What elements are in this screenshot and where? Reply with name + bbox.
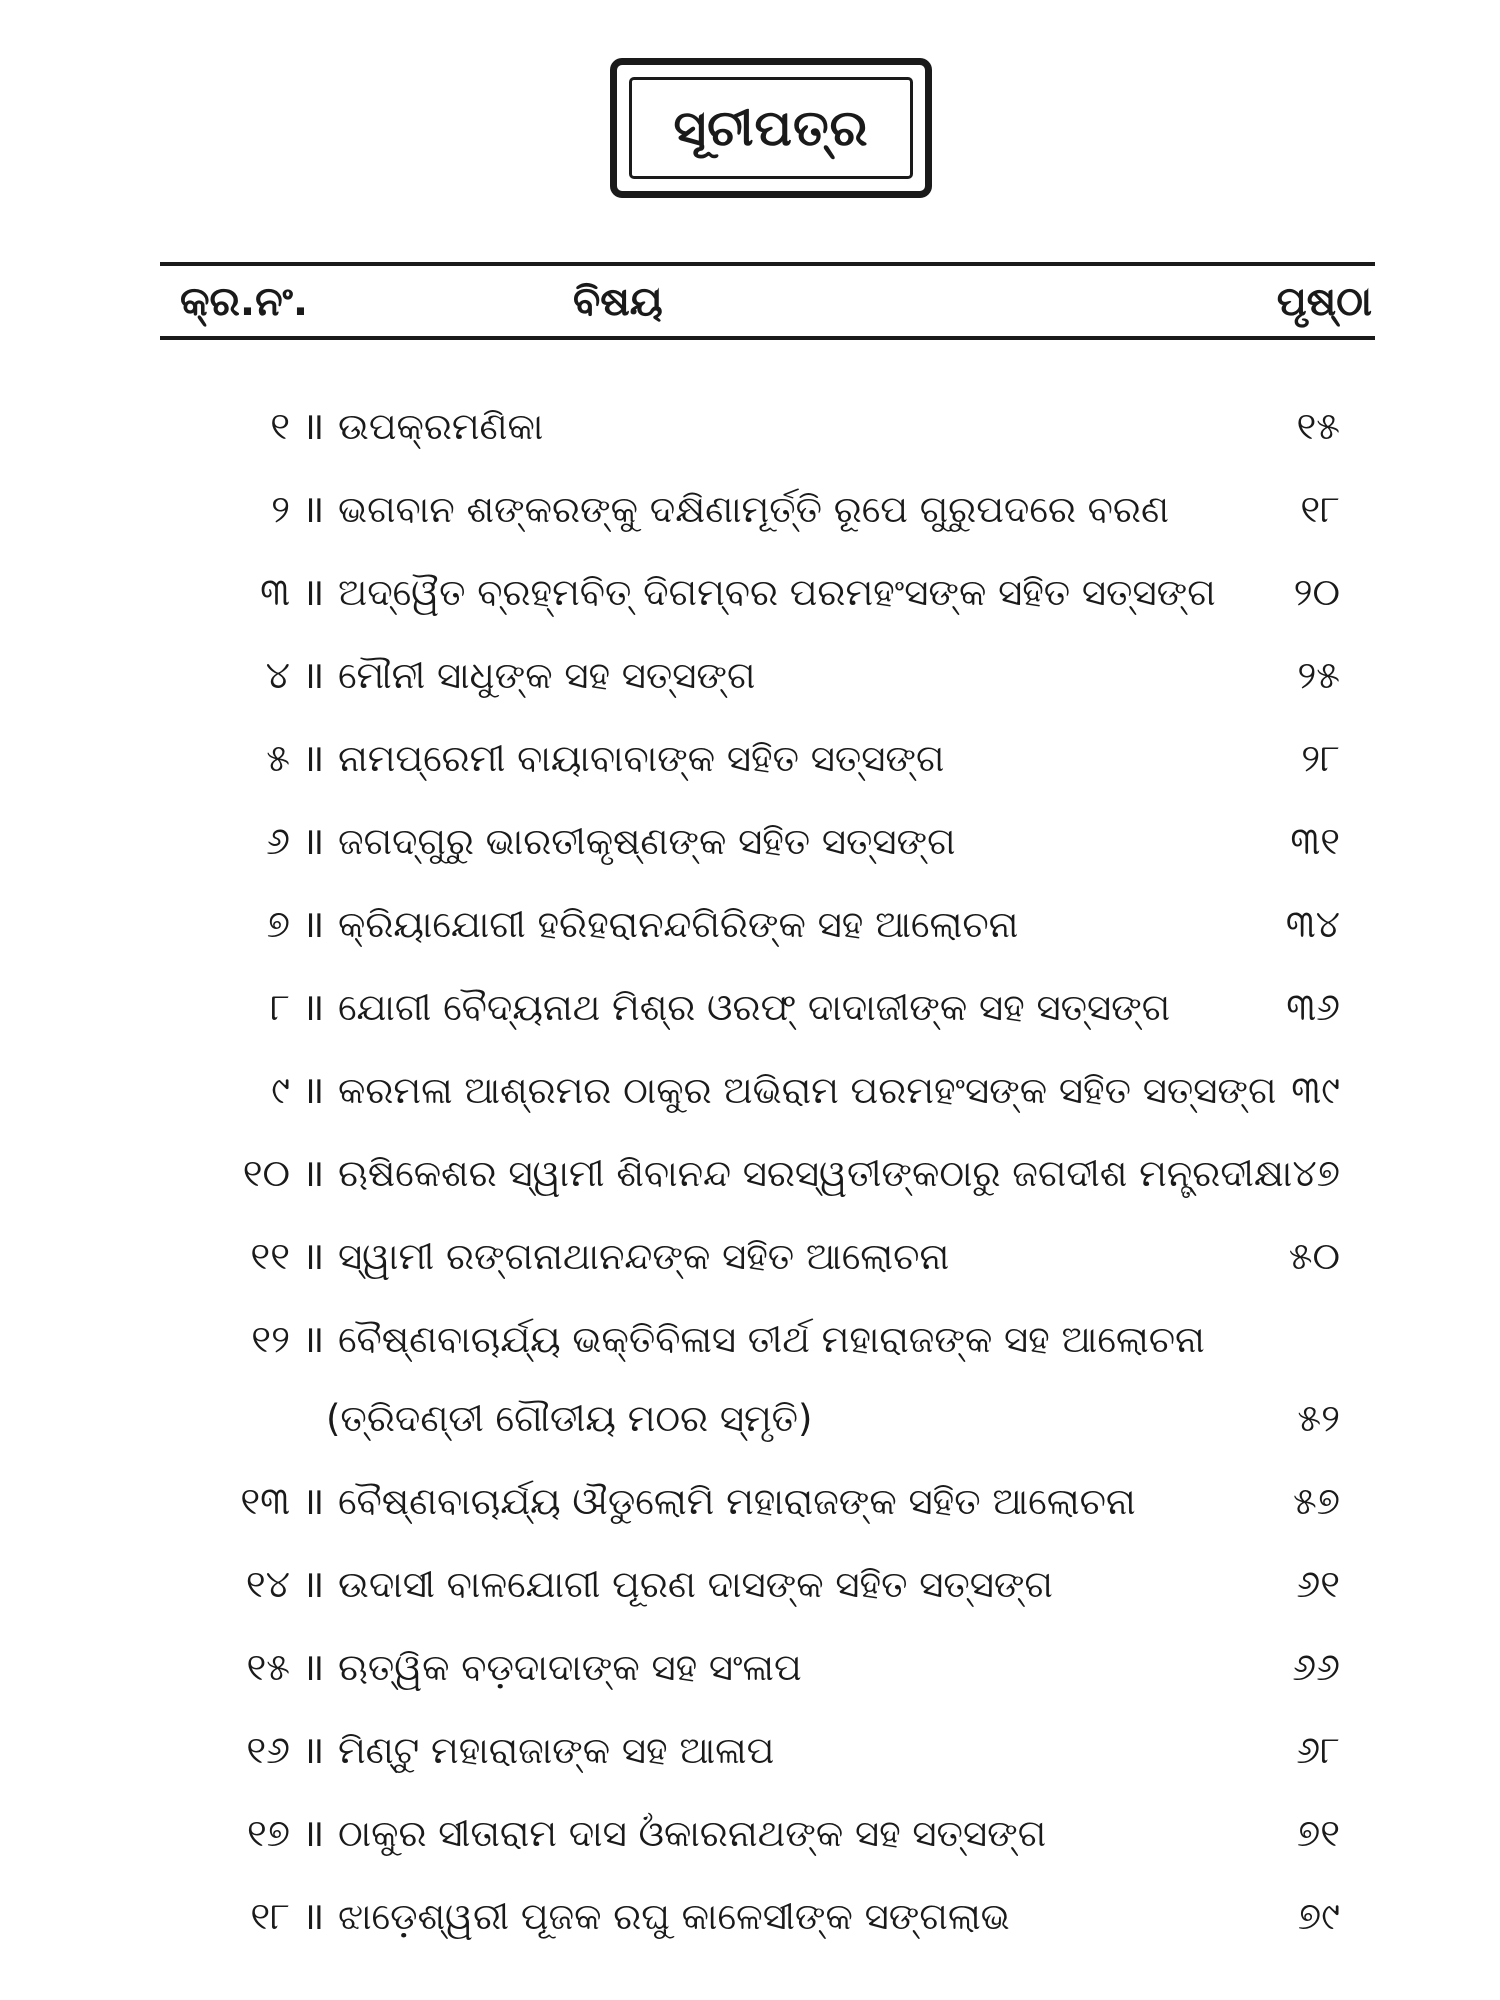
toc-row [0, 1215, 1500, 1298]
toc-entry-title: ଜଗଦ୍ଗୁରୁ ଭାରତୀକୃଷ୍ଣଙ୍କ ସହିତ ସତ୍ସଙ୍ଗ [338, 820, 956, 863]
toc-row [0, 1132, 1500, 1215]
toc-entry-page: ୨୦ [1293, 570, 1340, 614]
toc-row [0, 1709, 1500, 1792]
toc-entry-number: ୨ [271, 487, 290, 531]
toc-entry-separator: ॥ [301, 819, 323, 863]
toc-row [0, 1875, 1500, 1958]
toc-entry-title: କରମଳା ଆଶ୍ରମର ଠାକୁର ଅଭିରାମ ପରମହଂସଙ୍କ ସହିତ ସତ୍ସଙ୍ଗ [338, 1069, 1277, 1112]
toc-entry-title: ଋତ୍ୱିକ ବଡ଼ଦାଦାଙ୍କ ସହ ସଂଳାପ [338, 1646, 802, 1689]
toc-row [0, 1626, 1500, 1709]
toc-entry-separator: ॥ [301, 1894, 323, 1938]
toc-row [0, 634, 1500, 717]
toc-entry-title: କ୍ରିୟାଯୋଗୀ ହରିହରାନନ୍ଦଗିରିଙ୍କ ସହ ଆଲୋଚନା [338, 903, 1019, 946]
toc-entry-number: ୧୨ [251, 1317, 290, 1361]
toc-entry-separator: ॥ [301, 736, 323, 780]
toc-entry-title: ଉଦାସୀ ବାଳଯୋଗୀ ପୂରଣ ଦାସଙ୍କ ସହିତ ସତ୍ସଙ୍ଗ [338, 1563, 1053, 1606]
toc-entry-title: ବୈଷ୍ଣବାଚାର୍ଯ୍ୟ ଭକ୍ତିବିଳାସ ତୀର୍ଥ ମହାରାଜଙ୍କ ସହ ଆଲୋଚନା [338, 1318, 1205, 1361]
column-header-page: ପୃଷ୍ଠା [1276, 279, 1372, 325]
toc-entry-title: ମିଣ୍ଟୁ ମହାରାଜାଙ୍କ ସହ ଆଳାପ [338, 1729, 775, 1772]
toc-entry-number: ୧୫ [246, 1645, 290, 1689]
toc-entry-number: ୯ [271, 1068, 290, 1112]
toc-entry-title: ଉପକ୍ରମଣିକା [338, 405, 544, 448]
toc-entry-separator: ॥ [301, 1728, 323, 1772]
toc-row [0, 1543, 1500, 1626]
toc-entry-page: ୫୨ [1297, 1396, 1340, 1440]
toc-row [0, 800, 1500, 883]
toc-entry-separator: ॥ [301, 985, 323, 1029]
toc-entry-separator: ॥ [301, 1068, 323, 1112]
toc-entry-page: ୫୦ [1288, 1234, 1340, 1278]
toc-entry-separator: ॥ [301, 1317, 323, 1361]
toc-entry-title: ଯୋଗୀ ବୈଦ୍ୟନାଥ ମିଶ୍ର ଓରଫ୍ ଦାଦାଜୀଙ୍କ ସହ ସତ୍ସଙ୍ଗ [338, 986, 1171, 1029]
page-title: ସୂଚୀପତ୍ର [673, 99, 869, 157]
toc-entry-page: ୧୫ [1296, 404, 1340, 448]
toc-entry-number: ୧୦ [242, 1151, 290, 1195]
table-of-contents [0, 385, 1500, 1958]
toc-entry-separator: ॥ [301, 570, 323, 614]
toc-entry-number: ୧୭ [246, 1811, 290, 1855]
toc-row [0, 717, 1500, 800]
toc-entry-title: ଅଦ୍ୱୈତ ବ୍ରହ୍ମବିତ୍ ଦିଗମ୍ବର ପରମହଂସଙ୍କ ସହିତ ସତ୍ସଙ୍ଗ [338, 571, 1216, 614]
title-inner-frame [629, 77, 913, 179]
toc-entry-title-line2: (ତ୍ରିଦଣ୍ଡୀ ଗୌଡୀୟ ମଠର ସ୍ମୃତି) [326, 1397, 813, 1440]
toc-entry-separator: ॥ [301, 902, 323, 946]
toc-entry-separator: ॥ [301, 1234, 323, 1278]
toc-entry-number: ୩ [260, 570, 290, 614]
toc-entry-title: ଋଷିକେଶର ସ୍ୱାମୀ ଶିବାନନ୍ଦ ସରସ୍ୱତୀଙ୍କଠାରୁ ଜଗଦୀଶ ମନ୍ତ୍ରଦୀକ୍ଷା [338, 1152, 1293, 1195]
toc-entry-page: ୩୯ [1291, 1068, 1340, 1112]
toc-entry-number: ୭ [266, 902, 290, 946]
toc-entry-separator: ॥ [301, 487, 323, 531]
toc-row [0, 1298, 1500, 1460]
toc-entry-separator: ॥ [301, 1479, 323, 1523]
toc-row [0, 883, 1500, 966]
toc-entry-number: ୧୮ [250, 1894, 290, 1938]
toc-entry-page: ୬୮ [1296, 1728, 1340, 1772]
toc-entry-number: ୬ [266, 819, 290, 863]
header-bottom-rule [160, 336, 1375, 340]
toc-entry-number: ୧୧ [250, 1234, 290, 1278]
toc-row [0, 1792, 1500, 1875]
toc-entry-page: ୩୬ [1286, 985, 1340, 1029]
toc-entry-page: ୨୮ [1301, 736, 1340, 780]
title-frame [610, 58, 932, 198]
toc-entry-number: ୧୩ [240, 1479, 290, 1523]
toc-entry-page: ୭୯ [1297, 1894, 1340, 1938]
toc-entry-separator: ॥ [301, 1811, 323, 1855]
header-top-rule [160, 262, 1375, 266]
toc-entry-number: ୪ [265, 653, 290, 697]
toc-entry-title: ମୌନୀ ସାଧୁଙ୍କ ସହ ସତ୍ସଙ୍ଗ [338, 654, 756, 697]
toc-row [0, 468, 1500, 551]
toc-entry-title: ଠାକୁର ସୀତାରାମ ଦାସ ଓଁକାରନାଥଙ୍କ ସହ ସତ୍ସଙ୍ଗ [338, 1812, 1047, 1855]
toc-entry-title: ବୈଷ୍ଣବାଚାର୍ଯ୍ୟ ଔଡୁଲୋମି ମହାରାଜଙ୍କ ସହିତ ଆଲୋଚନା [338, 1480, 1136, 1523]
toc-entry-number: ୧୬ [246, 1728, 290, 1772]
toc-row [0, 1460, 1500, 1543]
toc-entry-number: ୫ [266, 736, 290, 780]
toc-entry-page: ୩୪ [1285, 902, 1340, 946]
toc-entry-separator: ॥ [301, 1645, 323, 1689]
toc-entry-page: ୪୭ [1292, 1151, 1340, 1195]
toc-entry-number: ୧ [270, 404, 290, 448]
toc-entry-title: ଭଗବାନ ଶଙ୍କରଙ୍କୁ ଦକ୍ଷିଣାମୂର୍ତ୍ତି ରୂପେ ଗୁରୁପଦରେ ବରଣ [338, 488, 1169, 531]
toc-row [0, 551, 1500, 634]
toc-entry-title: ନାମପ୍ରେମୀ ବାୟାବାବାଙ୍କ ସହିତ ସତ୍ସଙ୍ଗ [338, 737, 945, 780]
toc-entry-page: ୭୧ [1296, 1811, 1340, 1855]
toc-entry-page: ୨୫ [1297, 653, 1340, 697]
toc-row [0, 385, 1500, 468]
column-header-number: କ୍ର.ନଂ. [180, 279, 309, 325]
toc-entry-number: ୧୪ [245, 1562, 290, 1606]
toc-entry-page: ୬୬ [1292, 1645, 1340, 1689]
toc-entry-page: ୬୧ [1296, 1562, 1340, 1606]
toc-entry-number: ୮ [270, 985, 290, 1029]
toc-entry-title: ଝାଡ଼େଶ୍ୱରୀ ପୂଜକ ରଘୁ କାଳେସୀଙ୍କ ସଙ୍ଗଲାଭ [338, 1895, 1010, 1938]
toc-row [0, 966, 1500, 1049]
toc-entry-title: ସ୍ୱାମୀ ରଙ୍ଗନାଥାନନ୍ଦଙ୍କ ସହିତ ଆଲୋଚନା [338, 1235, 950, 1278]
toc-entry-page: ୧୮ [1300, 487, 1340, 531]
toc-entry-page: ୩୧ [1290, 819, 1340, 863]
toc-entry-separator: ॥ [301, 653, 323, 697]
toc-entry-separator: ॥ [301, 404, 323, 448]
toc-entry-separator: ॥ [301, 1151, 323, 1195]
toc-entry-separator: ॥ [301, 1562, 323, 1606]
toc-row [0, 1049, 1500, 1132]
toc-entry-page: ୫୭ [1293, 1479, 1340, 1523]
column-header-subject: ବିଷୟ [573, 279, 663, 325]
